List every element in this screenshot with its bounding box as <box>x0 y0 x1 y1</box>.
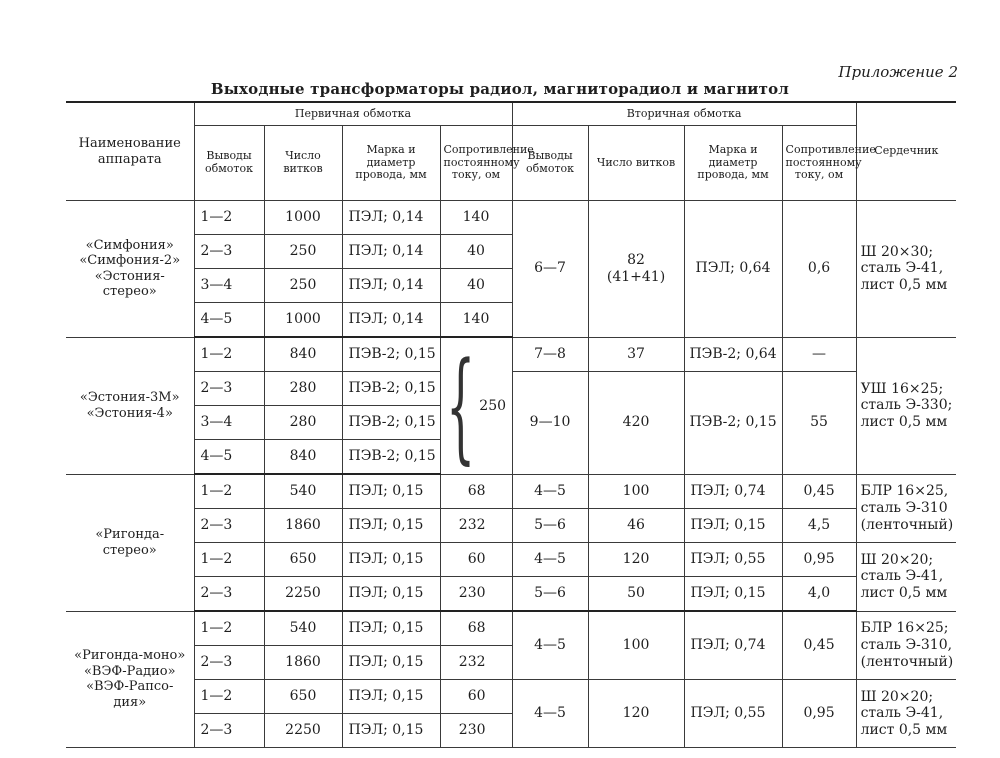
cell: 2—3 <box>194 372 264 406</box>
cell: 46 <box>588 509 684 543</box>
appendix-label: Приложение 2 <box>838 63 958 81</box>
cell: 0,6 <box>782 201 856 338</box>
cell: 60 <box>440 543 512 577</box>
cell: — <box>782 337 856 372</box>
cell: ПЭВ-2; 0,15 <box>342 406 440 440</box>
cell: 3—4 <box>194 406 264 440</box>
cell: 140 <box>440 303 512 338</box>
cell: ПЭВ-2; 0,64 <box>684 337 782 372</box>
cell: 650 <box>264 543 342 577</box>
cell: 0,45 <box>782 611 856 680</box>
cell: ПЭЛ; 0,74 <box>684 474 782 509</box>
cell: 40 <box>440 235 512 269</box>
cell: 4—5 <box>194 440 264 475</box>
cell: 50 <box>588 577 684 612</box>
cell: ПЭВ-2; 0,15 <box>342 372 440 406</box>
header-turns: Число витков <box>588 126 684 201</box>
cell: ПЭЛ; 0,14 <box>342 201 440 235</box>
cell: ПЭЛ; 0,15 <box>342 646 440 680</box>
cell: 100 <box>588 611 684 680</box>
cell: ПЭЛ; 0,15 <box>342 611 440 646</box>
cell: 4—5 <box>512 611 588 680</box>
table-row <box>66 337 956 372</box>
cell: ПЭЛ; 0,64 <box>684 201 782 338</box>
core-cell: УШ 16×25; сталь Э-330; лист 0,5 мм <box>856 337 956 474</box>
cell: 250 <box>264 269 342 303</box>
table-row <box>66 543 956 577</box>
cell: 0,45 <box>782 474 856 509</box>
cell: 230 <box>440 577 512 612</box>
cell-value: 250 <box>479 397 507 414</box>
cell: 4—5 <box>194 303 264 338</box>
cell: ПЭЛ; 0,15 <box>342 474 440 509</box>
header-turns: Число витков <box>264 126 342 201</box>
header-terminals: Выводы обмоток <box>512 126 588 201</box>
cell: ПЭЛ; 0,55 <box>684 680 782 748</box>
cell: 40 <box>440 269 512 303</box>
core-cell: Ш 20×20; сталь Э-41, лист 0,5 мм <box>856 543 956 612</box>
cell: 1—2 <box>194 337 264 372</box>
header-resistance: Сопротивление постоянному току, ом <box>782 126 856 201</box>
cell: 1—2 <box>194 611 264 646</box>
cell: 1000 <box>264 303 342 338</box>
cell: 280 <box>264 406 342 440</box>
cell: ПЭЛ; 0,15 <box>342 714 440 748</box>
page-title: Выходные трансформаторы радиол, магниторадиол и магнитол <box>210 80 790 98</box>
cell: 2—3 <box>194 235 264 269</box>
cell: ПЭЛ; 0,15 <box>684 577 782 612</box>
cell: 60 <box>440 680 512 714</box>
cell: 9—10 <box>512 372 588 475</box>
cell: ПЭЛ; 0,15 <box>684 509 782 543</box>
cell: 2—3 <box>194 509 264 543</box>
cell: 68 <box>440 474 512 509</box>
table-row <box>66 474 956 509</box>
core-cell: Ш 20×30; сталь Э-41, лист 0,5 мм <box>856 201 956 338</box>
cell: ПЭЛ; 0,15 <box>342 577 440 612</box>
cell: 0,95 <box>782 543 856 577</box>
cell: 230 <box>440 714 512 748</box>
cell: 0,95 <box>782 680 856 748</box>
cell: ПЭЛ; 0,55 <box>684 543 782 577</box>
cell: 68 <box>440 611 512 646</box>
cell: 1860 <box>264 509 342 543</box>
cell: 4,5 <box>782 509 856 543</box>
cell: ПЭВ-2; 0,15 <box>342 440 440 475</box>
cell: ПЭЛ; 0,74 <box>684 611 782 680</box>
cell: ПЭЛ; 0,15 <box>342 543 440 577</box>
cell: 540 <box>264 474 342 509</box>
cell: 7—8 <box>512 337 588 372</box>
cell: 1—2 <box>194 543 264 577</box>
core-cell: БЛР 16×25, сталь Э-310 (ленточный) <box>856 474 956 543</box>
cell: 140 <box>440 201 512 235</box>
cell: 1—2 <box>194 201 264 235</box>
cell: 420 <box>588 372 684 475</box>
cell: 100 <box>588 474 684 509</box>
cell: 120 <box>588 680 684 748</box>
device-name: «Симфония» «Симфония-2» «Эстония-стерео» <box>66 201 194 338</box>
cell: 2250 <box>264 577 342 612</box>
header-resistance: Сопротивление постоянному току, ом <box>440 126 512 201</box>
device-name: «Ригонда- стерео» <box>66 474 194 611</box>
cell: 1—2 <box>194 680 264 714</box>
header-wire: Марка и диаметр провода, мм <box>684 126 782 201</box>
cell: 840 <box>264 337 342 372</box>
cell: ПЭЛ; 0,14 <box>342 235 440 269</box>
cell: ПЭЛ; 0,15 <box>342 509 440 543</box>
cell: 232 <box>440 646 512 680</box>
cell: ПЭЛ; 0,14 <box>342 269 440 303</box>
cell: 4—5 <box>512 680 588 748</box>
header-secondary: Вторичная обмотка <box>512 102 856 126</box>
cell: 4,0 <box>782 577 856 612</box>
cell: 55 <box>782 372 856 475</box>
cell: 1—2 <box>194 474 264 509</box>
table-row <box>66 680 956 714</box>
cell: 232 <box>440 509 512 543</box>
cell: 82 (41+41) <box>588 201 684 338</box>
cell: 37 <box>588 337 684 372</box>
brace-icon: { <box>446 335 476 476</box>
header-terminals: Выводы обмоток <box>194 126 264 201</box>
cell: 540 <box>264 611 342 646</box>
core-cell: Ш 20×20; сталь Э-41, лист 0,5 мм <box>856 680 956 748</box>
cell: 4—5 <box>512 543 588 577</box>
table-row <box>66 201 956 235</box>
table-row <box>66 509 956 543</box>
header-wire: Марка и диаметр провода, мм <box>342 126 440 201</box>
cell: 120 <box>588 543 684 577</box>
header-primary: Первичная обмотка <box>194 102 512 126</box>
header-device: Наименование аппарата <box>66 102 194 201</box>
device-name: «Ригонда-моно» «ВЭФ-Радио» «ВЭФ-Рапсо- дия» <box>66 611 194 748</box>
cell: ПЭЛ; 0,15 <box>342 680 440 714</box>
cell: 280 <box>264 372 342 406</box>
cell: ПЭВ-2; 0,15 <box>684 372 782 475</box>
cell: 250 <box>264 235 342 269</box>
header-core: Сердечник <box>856 102 956 201</box>
cell: 3—4 <box>194 269 264 303</box>
cell: 6—7 <box>512 201 588 338</box>
cell: ПЭЛ; 0,14 <box>342 303 440 338</box>
cell: 2—3 <box>194 577 264 612</box>
cell: 2—3 <box>194 714 264 748</box>
cell: 4—5 <box>512 474 588 509</box>
cell: 840 <box>264 440 342 475</box>
cell <box>440 337 512 474</box>
cell: 2250 <box>264 714 342 748</box>
table-row <box>66 577 956 612</box>
cell: 650 <box>264 680 342 714</box>
table-row <box>66 611 956 646</box>
core-cell: БЛР 16×25; сталь Э-310, (ленточный) <box>856 611 956 680</box>
cell: 1000 <box>264 201 342 235</box>
cell: ПЭВ-2; 0,15 <box>342 337 440 372</box>
cell: 5—6 <box>512 577 588 612</box>
device-name: «Эстония-3М» «Эстония-4» <box>66 337 194 474</box>
cell: 1860 <box>264 646 342 680</box>
cell: 5—6 <box>512 509 588 543</box>
transformer-table <box>66 101 956 748</box>
cell: 2—3 <box>194 646 264 680</box>
